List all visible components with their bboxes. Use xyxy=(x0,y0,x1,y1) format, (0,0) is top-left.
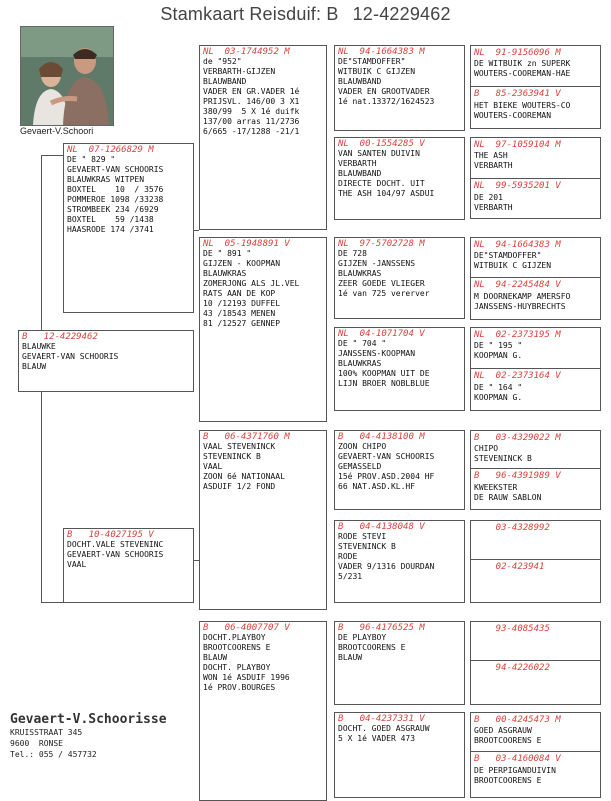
fmf-line: 1é van 725 vererver xyxy=(338,289,430,298)
subject-ring: B 12-4229462 xyxy=(22,332,98,342)
owner-address-line: 9600 RONSE xyxy=(10,739,63,748)
subject-card xyxy=(18,330,194,392)
fmm-line: 100% KOOPMAN UIT DE xyxy=(338,369,430,378)
owner-block xyxy=(10,712,167,760)
mother-ring: B 10-4027195 V xyxy=(67,530,154,540)
mfm-ring: B 04-4138048 V xyxy=(338,522,425,532)
mfm-line: VADER 9/1316 DOURDAN xyxy=(338,562,435,571)
g4-line: WOUTERS-COOREMAN xyxy=(474,111,552,120)
ff-line: VERBARTH-GIJZEN xyxy=(203,67,276,76)
father-ring: NL 07-1266829 M xyxy=(67,145,154,155)
mff-line: 66 NAT.ASD.KL.HF xyxy=(338,482,416,491)
g4-ring: 03-4328992 xyxy=(474,523,550,533)
g4-pair-card xyxy=(470,137,601,219)
fmm-line: BLAUWKRAS xyxy=(338,359,382,368)
father-line: BLAUWKRAS WITPEN xyxy=(67,175,145,184)
owner-address-line: KRUISSTRAAT 345 xyxy=(10,728,83,737)
g4-ring: NL 97-1059104 M xyxy=(474,140,561,150)
divider xyxy=(471,86,600,87)
g4-ring: B 96-4391989 V xyxy=(474,471,561,481)
g4-ring: NL 99-5935201 V xyxy=(474,181,561,191)
g4-line: WOUTERS-COOREMAN-HAE xyxy=(474,69,571,78)
fmf-line: ZEER GOEDE VLIEGER xyxy=(338,279,425,288)
ff-line: PRIJSVL. 146/00 3 X1 xyxy=(203,97,300,106)
g4-line: DE " 195 " xyxy=(474,341,523,350)
ffm-line: VERBARTH xyxy=(338,159,377,168)
divider xyxy=(471,751,600,752)
fmf-ring: NL 97-5702728 M xyxy=(338,239,425,249)
mfm-line: STEVENINCK B xyxy=(338,542,396,551)
g4-ring: B 85-2363941 V xyxy=(474,89,561,99)
fmm-line: LIJN BROER NOBLBLUE xyxy=(338,379,430,388)
connector xyxy=(41,602,63,603)
g4-pair-card xyxy=(470,237,601,320)
mm-card xyxy=(199,621,327,801)
ff-line: 6/665 -17/1288 -21/1 xyxy=(203,127,300,136)
father-line: BOXTEL 59 /1438 xyxy=(67,215,154,224)
fm-line: DE " 891 " xyxy=(203,249,252,258)
fmm-card xyxy=(334,327,465,411)
photo-caption: Gevaert-V.Schoori xyxy=(20,126,94,136)
ff-line: de "952" xyxy=(203,57,242,66)
mother-line: VAAL xyxy=(67,560,87,569)
g4-line: CHIPO xyxy=(474,444,499,453)
g4-line: THE ASH xyxy=(474,151,508,160)
mf-ring: B 06-4371760 M xyxy=(203,432,290,442)
fmf-line: DE 728 xyxy=(338,249,367,258)
mmf-line: DE PLAYBOY xyxy=(338,633,387,642)
g4-pair-card xyxy=(470,430,601,510)
mff-card xyxy=(334,430,465,510)
divider xyxy=(471,277,600,278)
subject-line: BLAUWKE xyxy=(22,342,56,351)
owner-phone: Tel.: 055 / 457732 xyxy=(10,750,97,759)
g4-pair-card xyxy=(470,327,601,411)
father-line: BOXTEL 10 / 3576 xyxy=(67,185,164,194)
mf-line: ZOON 6é NATIONAAL xyxy=(203,472,285,481)
g4-pair-card xyxy=(470,45,601,129)
ff-line: 137/00 arras 11/2736 xyxy=(203,117,300,126)
g4-pair-card xyxy=(470,621,601,705)
fff-line: DE"STAMDOFFER" xyxy=(338,57,406,66)
g4-ring: 02-423941 xyxy=(474,562,545,572)
g4-line: HET BIEKE WOUTERS-CO xyxy=(474,101,571,110)
mmm-card xyxy=(334,712,465,798)
g4-line: KOOPMAN G. xyxy=(474,351,523,360)
mother-card xyxy=(63,528,194,603)
g4-line: VERBARTH xyxy=(474,203,513,212)
father-line: POMMEROE 1098 /33238 xyxy=(67,195,164,204)
fm-line: 81 /12527 GENNEP xyxy=(203,319,281,328)
mf-line: VAAL xyxy=(203,462,223,471)
g4-line: GOED ASGRAUW xyxy=(474,726,532,735)
mm-line: DOCHT. PLAYBOY xyxy=(203,663,271,672)
g4-line: DE RAUW SABLON xyxy=(474,493,542,502)
mff-line: 15é PROV.ASD.2004 HF xyxy=(338,472,435,481)
mm-line: WON 1é ASDUIF 1996 xyxy=(203,673,290,682)
ffm-line: THE ASH 104/97 ASDUI xyxy=(338,189,435,198)
fff-ring: NL 94-1664383 M xyxy=(338,47,425,57)
fff-line: VADER EN GROOTVADER xyxy=(338,87,430,96)
g4-ring: B 03-4329022 M xyxy=(474,433,561,443)
mfm-line: RODE xyxy=(338,552,358,561)
g4-ring: NL 94-2245484 V xyxy=(474,280,561,290)
g4-line: DE 201 xyxy=(474,193,503,202)
g4-ring: NL 02-2373164 V xyxy=(474,371,561,381)
g4-ring: NL 02-2373195 M xyxy=(474,330,561,340)
g4-line: BROOTCOORENS E xyxy=(474,736,542,745)
divider xyxy=(471,178,600,179)
fm-line: ZOMERJONG ALS JL.VEL xyxy=(203,279,300,288)
mmm-ring: B 04-4237331 V xyxy=(338,714,425,724)
g4-line: STEVENINCK B xyxy=(474,454,532,463)
g4-line: VERBARTH xyxy=(474,161,513,170)
mfm-line: RODE STEVI xyxy=(338,532,387,541)
mmm-line: DOCHT. GOED ASGRAUW xyxy=(338,724,430,733)
g4-line: BROOTCOORENS E xyxy=(474,776,542,785)
g4-ring: NL 91-9156096 M xyxy=(474,48,561,58)
g4-line: DE " 164 " xyxy=(474,383,523,392)
mm-ring: B 06-4007707 V xyxy=(203,623,290,633)
fm-line: 10 /12193 DUFFEL xyxy=(203,299,281,308)
g4-line: KOOPMAN G. xyxy=(474,393,523,402)
ff-line: BLAUWBAND xyxy=(203,77,247,86)
g4-pair-card xyxy=(470,520,601,603)
divider xyxy=(471,468,600,469)
g4-ring: B 03-4160084 V xyxy=(474,754,561,764)
fm-line: BLAUWKRAS xyxy=(203,269,247,278)
connector xyxy=(41,155,63,156)
connector xyxy=(41,155,42,330)
fmf-card xyxy=(334,237,465,319)
g4-line: WITBUIK C GIJZEN xyxy=(474,261,552,270)
mother-line: DOCHT.VALE STEVENINC xyxy=(67,540,164,549)
g4-ring: 94-4226022 xyxy=(474,663,550,673)
g4-ring: NL 94-1664383 M xyxy=(474,240,561,250)
fm-line: 43 /18543 MENEN xyxy=(203,309,276,318)
fmf-line: GIJZEN -JANSSENS xyxy=(338,259,416,268)
g4-line: DE PERPIGANDUIVIN xyxy=(474,766,556,775)
mf-line: ASDUIF 1/2 FOND xyxy=(203,482,276,491)
father-line: GEVAERT-VAN SCHOORIS xyxy=(67,165,164,174)
g4-line: KWEEKSTER xyxy=(474,483,518,492)
mf-line: VAAL STEVENINCK xyxy=(203,442,276,451)
father-line: DE " 829 " xyxy=(67,155,116,164)
fmf-line: BLAUWKRAS xyxy=(338,269,382,278)
g4-line: JANSSENS-HUYBRECHTS xyxy=(474,302,566,311)
fmm-line: JANSSENS-KOOPMAN xyxy=(338,349,416,358)
g4-ring: B 00-4245473 M xyxy=(474,715,561,725)
fff-card xyxy=(334,45,465,131)
g4-pair-card xyxy=(470,712,601,798)
connector xyxy=(41,392,42,602)
g4-line: M DOORNEKAMP AMERSFO xyxy=(474,292,571,301)
mff-line: GEVAERT-VAN SCHOORIS xyxy=(338,452,435,461)
subject-line: BLAUW xyxy=(22,362,47,371)
fff-line: BLAUWBAND xyxy=(338,77,382,86)
mmf-ring: B 96-4176525 M xyxy=(338,623,425,633)
ff-line: 380/99 5 X 1é duifk xyxy=(203,107,300,116)
ff-ring: NL 03-1744952 M xyxy=(203,47,290,57)
mf-card xyxy=(199,430,327,610)
fm-ring: NL 05-1948891 V xyxy=(203,239,290,249)
father-card xyxy=(63,143,194,313)
fm-line: RATS AAN DE KOP xyxy=(203,289,276,298)
ffm-card xyxy=(334,137,465,220)
subject-line: GEVAERT-VAN SCHOORIS xyxy=(22,352,119,361)
owner-photo xyxy=(20,26,114,126)
mm-line: DOCHT.PLAYBOY xyxy=(203,633,266,642)
ffm-line: BLAUWBAND xyxy=(338,169,382,178)
divider xyxy=(471,660,600,661)
g4-ring: 93-4085435 xyxy=(474,624,550,634)
mmf-line: BROOTCOORENS E xyxy=(338,643,406,652)
divider xyxy=(471,559,600,560)
mm-line: BLAUW xyxy=(203,653,228,662)
ff-line: VADER EN GR.VADER 1é xyxy=(203,87,300,96)
mfm-card xyxy=(334,520,465,603)
mff-ring: B 04-4138100 M xyxy=(338,432,425,442)
g4-line: DE WITBUIK zn SUPERK xyxy=(474,59,571,68)
father-line: STROMBEEK 234 /6929 xyxy=(67,205,159,214)
mmf-card xyxy=(334,621,465,705)
fmm-ring: NL 04-1071704 V xyxy=(338,329,425,339)
g4-line: DE"STAMDOFFER" xyxy=(474,251,542,260)
fmm-line: DE " 704 " xyxy=(338,339,387,348)
divider xyxy=(471,368,600,369)
page-title: Stamkaart Reisduif: B 12-4229462 xyxy=(160,4,451,24)
fff-line: WITBUIK C GIJZEN xyxy=(338,67,416,76)
owner-name: Gevaert-V.Schoorisse xyxy=(10,712,167,727)
mm-line: BROOTCOORENS E xyxy=(203,643,271,652)
ff-card xyxy=(199,45,327,230)
fff-line: 1é nat.13372/1624523 xyxy=(338,97,435,106)
mmf-line: BLAUW xyxy=(338,653,363,662)
mff-line: ZOON CHIPO xyxy=(338,442,387,451)
fm-card xyxy=(199,237,327,422)
mother-line: GEVAERT-VAN SCHOORIS xyxy=(67,550,164,559)
father-line: HAASRODE 174 /3741 xyxy=(67,225,154,234)
ffm-line: DIRECTE DOCHT. UIT xyxy=(338,179,425,188)
mff-line: GEMASSELD xyxy=(338,462,382,471)
mm-line: 1é PROV.BOURGES xyxy=(203,683,276,692)
ffm-line: VAN SANTEN DUIVIN xyxy=(338,149,420,158)
ffm-ring: NL 00-1554285 V xyxy=(338,139,425,149)
mfm-line: 5/231 xyxy=(338,572,363,581)
mf-line: STEVENINCK B xyxy=(203,452,261,461)
mmm-line: 5 X 1é VADER 473 xyxy=(338,734,416,743)
fm-line: GIJZEN - KOOPMAN xyxy=(203,259,281,268)
